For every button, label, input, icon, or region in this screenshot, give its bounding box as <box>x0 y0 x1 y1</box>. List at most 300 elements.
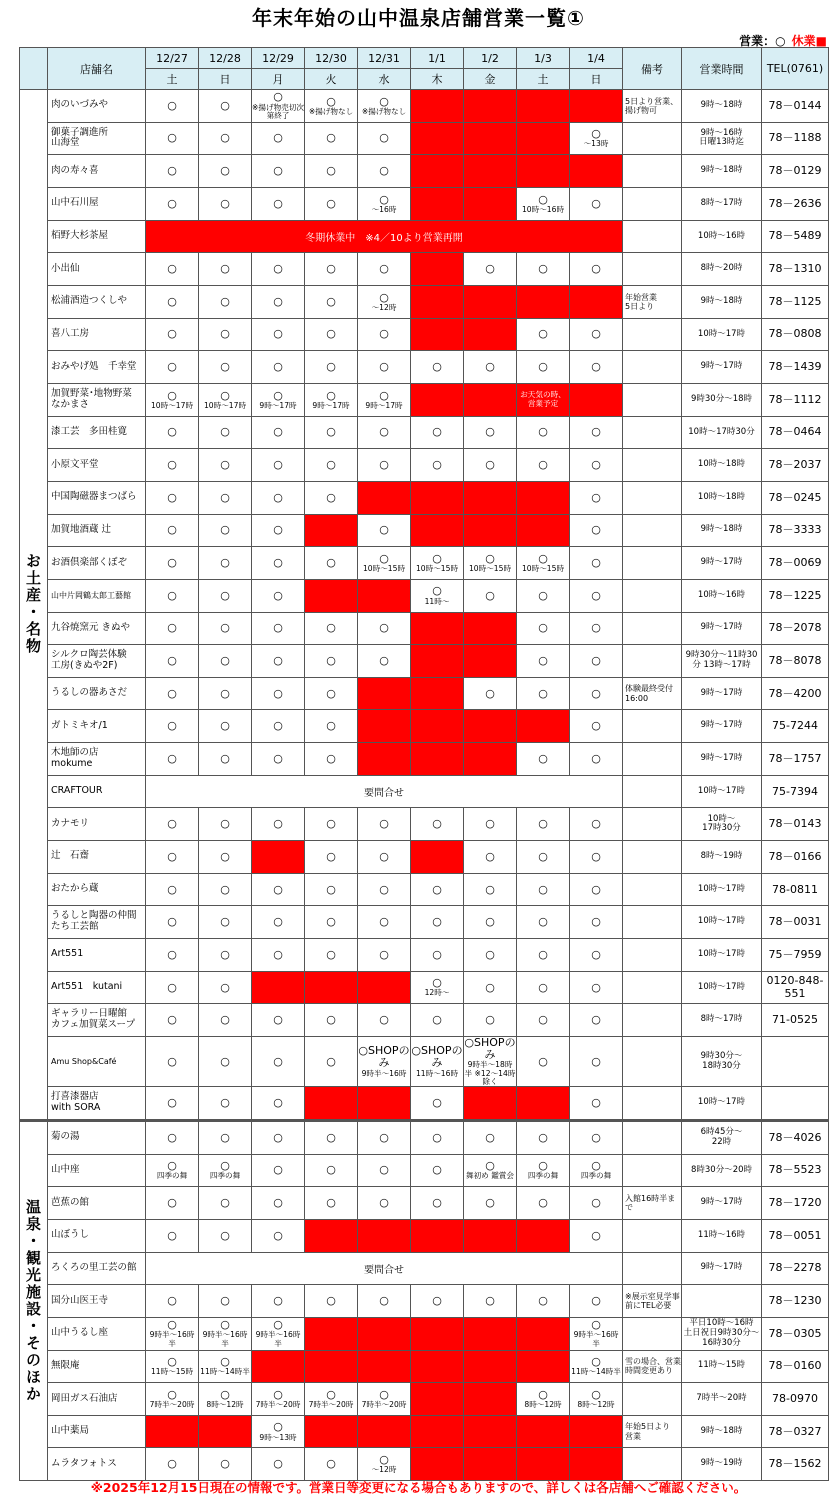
page-title: 年末年始の山中温泉店舗営業一覧① <box>252 6 585 30</box>
day-open-note <box>358 1383 411 1416</box>
day-open-note <box>570 1383 623 1416</box>
span-status: 要問合せ <box>146 775 623 808</box>
day-note: 9時半～16時半 <box>149 1330 195 1348</box>
day-open-note <box>358 547 411 580</box>
tel-cell: 78－3333 <box>762 514 829 547</box>
day-open <box>358 1120 411 1154</box>
open-mark: ○ <box>220 523 230 537</box>
day-closed <box>517 1087 570 1121</box>
open-mark: ○ <box>167 425 177 439</box>
hours-cell: 9時～18時 <box>682 285 762 318</box>
day-open <box>570 1037 623 1087</box>
day-closed <box>411 1448 464 1481</box>
day-open <box>570 841 623 874</box>
day-open <box>252 1154 305 1187</box>
table-row <box>20 220 829 253</box>
remarks-cell <box>623 1448 682 1481</box>
day-open-note <box>252 1415 305 1448</box>
open-mark: ○ <box>273 388 283 402</box>
day-note: 四季の舞 <box>527 1171 559 1181</box>
open-mark: ○ <box>273 1457 283 1471</box>
table-row <box>20 710 829 743</box>
tel-cell: 78－0305 <box>762 1317 829 1350</box>
header-weekday: 日 <box>199 69 252 90</box>
tel-cell: 75-7244 <box>762 710 829 743</box>
day-open <box>199 1285 252 1318</box>
open-mark: ○ <box>220 1355 230 1369</box>
open-mark: ○ <box>326 1196 336 1209</box>
open-mark: ○ <box>273 947 283 961</box>
open-mark: ○ <box>326 164 336 178</box>
tel-cell: 78－0327 <box>762 1415 829 1448</box>
open-mark: ○ <box>326 555 336 569</box>
table-row <box>20 481 829 514</box>
open-mark: ○ <box>379 817 389 831</box>
day-note: 10時～16時 <box>521 204 565 214</box>
day-open <box>146 351 199 384</box>
day-open <box>252 677 305 710</box>
open-mark: ○ <box>167 751 177 765</box>
day-open <box>358 612 411 645</box>
open-mark: ○ <box>220 817 230 831</box>
tel-cell: 78－5523 <box>762 1154 829 1187</box>
day-open <box>411 873 464 906</box>
open-mark: ○ <box>273 555 283 569</box>
day-open <box>146 743 199 776</box>
day-open <box>252 710 305 743</box>
day-open-note <box>305 383 358 416</box>
day-open <box>305 318 358 351</box>
open-mark: ○ <box>220 980 230 994</box>
open-mark: ○ <box>379 164 389 178</box>
open-mark: ○ <box>538 947 548 961</box>
day-open <box>146 1219 199 1252</box>
day-closed <box>411 1350 464 1383</box>
day-open <box>199 285 252 318</box>
day-note: 9時半～16時半 <box>255 1330 301 1348</box>
day-open <box>464 253 517 286</box>
remarks-cell <box>623 873 682 906</box>
hours-cell: 9時～18時 <box>682 514 762 547</box>
day-open <box>411 906 464 939</box>
open-mark: ○ <box>220 1130 230 1144</box>
remarks-cell <box>623 1004 682 1037</box>
day-open <box>199 1187 252 1220</box>
hours-cell: 10時～18時 <box>682 449 762 482</box>
remarks-cell <box>623 1120 682 1154</box>
remarks-cell <box>623 1154 682 1187</box>
table-row <box>20 1120 829 1154</box>
day-open-note <box>146 1350 199 1383</box>
table-row <box>20 906 829 939</box>
day-open <box>252 481 305 514</box>
day-open <box>570 645 623 678</box>
remarks-cell <box>623 155 682 188</box>
day-open <box>464 579 517 612</box>
hours-cell: 9時～17時 <box>682 1187 762 1220</box>
open-mark: ○ <box>485 551 495 565</box>
day-note: 9時半～16時半 <box>573 1330 619 1348</box>
day-closed <box>464 645 517 678</box>
open-mark: ○ <box>167 719 177 733</box>
day-note: ※揚げ物なし <box>308 106 354 116</box>
day-open <box>517 351 570 384</box>
day-open <box>305 710 358 743</box>
store-name: 中国陶磁器まつばら <box>48 481 146 514</box>
open-mark: ○ <box>167 1013 177 1027</box>
day-open <box>358 873 411 906</box>
open-mark: ○ <box>273 523 283 537</box>
day-note: 12時～ <box>424 988 450 998</box>
open-mark: ○ <box>379 388 389 402</box>
open-mark: ○ <box>379 621 389 635</box>
table-row <box>20 841 829 874</box>
day-open <box>305 939 358 972</box>
store-name: 喜八工房 <box>48 318 146 351</box>
open-mark: ○ <box>273 90 283 104</box>
day-closed <box>305 1415 358 1448</box>
header-weekday: 日 <box>570 69 623 90</box>
remarks-cell <box>623 710 682 743</box>
day-open-note <box>146 1317 199 1350</box>
day-closed <box>464 90 517 123</box>
tel-cell: 78－1720 <box>762 1187 829 1220</box>
open-mark: ○ <box>538 751 548 765</box>
header-date: 12/28 <box>199 48 252 69</box>
day-open <box>146 449 199 482</box>
tel-cell: 78－1112 <box>762 383 829 416</box>
open-mark: ○ <box>273 1096 283 1110</box>
open-mark: ○ <box>167 294 177 308</box>
open-mark: ○ <box>326 915 336 929</box>
day-open <box>199 90 252 123</box>
day-closed <box>305 1350 358 1383</box>
tel-cell: 78－1125 <box>762 285 829 318</box>
store-name: 打喜漆器店 with SORA <box>48 1087 146 1121</box>
header-weekday: 火 <box>305 69 358 90</box>
day-open <box>199 318 252 351</box>
day-open <box>411 416 464 449</box>
open-mark: ○ <box>379 882 389 896</box>
table-row <box>20 1219 829 1252</box>
open-mark: ○ <box>273 458 283 471</box>
hours-cell: 8時～17時 <box>682 187 762 220</box>
open-mark: ○ <box>379 94 389 108</box>
day-open <box>411 1004 464 1037</box>
open-mark: ○ <box>485 980 495 994</box>
store-name: うるしの器あさだ <box>48 677 146 710</box>
day-open <box>464 416 517 449</box>
day-open <box>199 971 252 1004</box>
day-open <box>199 873 252 906</box>
day-open <box>570 612 623 645</box>
day-closed <box>464 318 517 351</box>
remarks-cell <box>623 645 682 678</box>
open-mark: ○ <box>379 327 389 341</box>
day-open <box>358 253 411 286</box>
day-open <box>305 743 358 776</box>
table-row <box>20 351 829 384</box>
open-mark: ○ <box>591 588 601 602</box>
day-open <box>305 155 358 188</box>
open-mark: ○ <box>167 262 177 276</box>
open-mark: ○ <box>379 192 389 206</box>
remarks-cell <box>623 318 682 351</box>
day-open <box>146 416 199 449</box>
hours-cell: 9時～17時 <box>682 743 762 776</box>
day-open <box>252 1285 305 1318</box>
open-mark: ○ <box>326 131 336 145</box>
table-row <box>20 416 829 449</box>
day-open <box>358 841 411 874</box>
open-mark: ○ <box>538 425 548 439</box>
table-row <box>20 318 829 351</box>
day-open <box>305 1037 358 1087</box>
day-open-note <box>252 90 305 123</box>
day-open <box>199 1120 252 1154</box>
open-mark: ○ <box>379 849 389 863</box>
open-mark: ○ <box>485 1013 495 1027</box>
day-open <box>464 677 517 710</box>
day-open <box>358 416 411 449</box>
day-open <box>358 939 411 972</box>
hours-cell: 10時～16時 <box>682 220 762 253</box>
open-mark: ○ <box>220 1013 230 1027</box>
open-mark: ○ <box>220 131 230 145</box>
day-open <box>146 971 199 1004</box>
day-note: 四季の舞 <box>209 1171 241 1181</box>
day-closed <box>358 1087 411 1121</box>
day-open <box>146 939 199 972</box>
hours-cell: 10時～ 17時30分 <box>682 808 762 841</box>
open-mark: ○ <box>485 1293 495 1307</box>
day-note: 10時～17時 <box>150 400 194 410</box>
day-open <box>411 1120 464 1154</box>
day-closed <box>464 1219 517 1252</box>
hours-cell: 10時～17時 <box>682 939 762 972</box>
tel-cell: 78－0143 <box>762 808 829 841</box>
open-mark: ○ <box>591 947 601 961</box>
open-mark: ○ <box>591 490 601 504</box>
open-mark: ○ <box>167 1096 177 1110</box>
store-name: おたから蔵 <box>48 873 146 906</box>
day-closed <box>199 1415 252 1448</box>
day-open <box>464 808 517 841</box>
day-open-note <box>411 547 464 580</box>
remarks-cell <box>623 383 682 416</box>
day-open <box>252 449 305 482</box>
day-closed <box>411 285 464 318</box>
open-mark: ○ <box>167 131 177 145</box>
open-mark: ○ <box>432 1096 442 1110</box>
open-mark: ○ <box>167 1054 177 1068</box>
open-mark: ○ <box>485 882 495 896</box>
day-closed <box>411 677 464 710</box>
day-closed <box>464 1087 517 1121</box>
table-row <box>20 547 829 580</box>
open-mark: ○ <box>538 915 548 929</box>
day-open <box>252 514 305 547</box>
tel-cell: 78－2078 <box>762 612 829 645</box>
open-mark: ○ <box>167 653 177 667</box>
open-mark: ○ <box>167 458 177 471</box>
day-note: ～12時 <box>371 302 397 312</box>
open-mark: ○ <box>273 719 283 733</box>
day-open <box>199 1004 252 1037</box>
day-closed <box>464 612 517 645</box>
open-mark: ○ <box>326 360 336 374</box>
day-open <box>199 743 252 776</box>
tel-cell: 78－1225 <box>762 579 829 612</box>
day-open <box>305 1448 358 1481</box>
day-note: ～12時 <box>371 1465 397 1475</box>
open-mark: ○ <box>220 751 230 765</box>
open-mark: ○ <box>220 1096 230 1110</box>
open-mark: ○ <box>591 882 601 896</box>
day-closed <box>570 90 623 123</box>
store-name: 山中片岡鶴太郎工藝館 <box>48 579 146 612</box>
remarks-cell <box>623 743 682 776</box>
day-open <box>358 906 411 939</box>
open-mark: ○ <box>591 127 601 141</box>
open-mark: ○ <box>220 555 230 569</box>
day-open <box>252 122 305 155</box>
store-name: カナモリ <box>48 808 146 841</box>
open-mark: ○ <box>220 588 230 602</box>
open-mark: ○ <box>591 980 601 994</box>
remarks-cell: 年始営業 5日より <box>623 285 682 318</box>
day-closed <box>517 1350 570 1383</box>
day-open <box>305 449 358 482</box>
day-closed <box>252 841 305 874</box>
day-closed <box>305 514 358 547</box>
hours-cell: 10時～17時 <box>682 906 762 939</box>
open-mark: ○ <box>485 458 495 471</box>
open-mark: ○ <box>273 882 283 896</box>
open-mark: ○ <box>432 584 442 598</box>
open-mark: ○ <box>591 1228 601 1242</box>
store-name: ろくろの里工芸の館 <box>48 1252 146 1285</box>
hours-cell: 9時～17時 <box>682 351 762 384</box>
day-closed <box>411 1317 464 1350</box>
day-closed <box>464 743 517 776</box>
span-status: 要問合せ <box>146 1252 623 1285</box>
day-open <box>252 187 305 220</box>
day-open <box>570 579 623 612</box>
day-open <box>517 743 570 776</box>
day-open <box>517 253 570 286</box>
day-open <box>517 808 570 841</box>
remarks-cell: 年始5日より 営業 <box>623 1415 682 1448</box>
table-row <box>20 1004 829 1037</box>
day-closed <box>517 155 570 188</box>
day-open <box>146 90 199 123</box>
category-label: お土産・名物 <box>20 90 48 1121</box>
open-mark: ○ <box>326 262 336 276</box>
tel-cell: 78－1757 <box>762 743 829 776</box>
store-name: 山中石川屋 <box>48 187 146 220</box>
day-open <box>517 449 570 482</box>
open-mark: ○ <box>379 1013 389 1027</box>
day-open <box>517 677 570 710</box>
day-closed <box>411 1415 464 1448</box>
day-open <box>305 808 358 841</box>
remarks-cell <box>623 449 682 482</box>
day-open-note <box>146 1154 199 1187</box>
remarks-cell <box>623 187 682 220</box>
day-open <box>146 710 199 743</box>
day-note: ※揚げ物なし <box>361 106 407 116</box>
day-note: 11時～14時半 <box>200 1367 250 1377</box>
day-open <box>199 579 252 612</box>
open-mark: ○ <box>220 915 230 929</box>
open-mark: ○ <box>432 1013 442 1027</box>
day-open <box>252 1219 305 1252</box>
table-row <box>20 383 829 416</box>
hours-cell: 9時30分～ 18時30分 <box>682 1037 762 1087</box>
day-open <box>570 1187 623 1220</box>
day-open <box>464 1120 517 1154</box>
day-open <box>570 677 623 710</box>
day-open-note <box>411 579 464 612</box>
day-open <box>199 906 252 939</box>
open-mark: ○ <box>591 458 601 471</box>
day-open <box>411 449 464 482</box>
day-open <box>146 318 199 351</box>
open-mark: ○ <box>167 980 177 994</box>
open-mark: ○ <box>220 327 230 341</box>
day-open <box>305 645 358 678</box>
open-mark: ○ <box>538 1159 548 1173</box>
day-open <box>199 481 252 514</box>
open-mark: ○ <box>591 196 601 210</box>
open-mark: ○ <box>220 1196 230 1209</box>
open-mark: ○ <box>167 327 177 341</box>
open-mark: ○ <box>538 360 548 374</box>
day-open-note <box>411 971 464 1004</box>
hours-cell: 10時～17時 <box>682 873 762 906</box>
day-open <box>199 351 252 384</box>
open-mark: ○ <box>220 490 230 504</box>
open-mark: ○ <box>538 882 548 896</box>
tel-cell: 78－4026 <box>762 1120 829 1154</box>
day-open <box>358 1285 411 1318</box>
day-note: 9時半～18時半 ※12～14時除く <box>464 1060 516 1086</box>
open-mark: ○ <box>326 1457 336 1471</box>
store-name: 岡田ガス石油店 <box>48 1383 146 1416</box>
day-closed <box>411 187 464 220</box>
day-closed <box>411 1219 464 1252</box>
remarks-cell <box>623 514 682 547</box>
header-date: 1/1 <box>411 48 464 69</box>
header-date: 1/4 <box>570 48 623 69</box>
store-name: 木地師の店 mokume <box>48 743 146 776</box>
day-closed <box>570 383 623 416</box>
day-open <box>464 351 517 384</box>
day-open <box>199 1219 252 1252</box>
day-open <box>570 547 623 580</box>
store-name: Art551 <box>48 939 146 972</box>
day-open <box>305 1120 358 1154</box>
remarks-cell <box>623 1252 682 1285</box>
table-row <box>20 1317 829 1350</box>
open-mark: ○ <box>167 947 177 961</box>
table-row <box>20 122 829 155</box>
open-mark: ○ <box>167 915 177 929</box>
open-mark: ○ <box>273 360 283 374</box>
open-mark: ○ <box>485 915 495 929</box>
remarks-cell <box>623 481 682 514</box>
